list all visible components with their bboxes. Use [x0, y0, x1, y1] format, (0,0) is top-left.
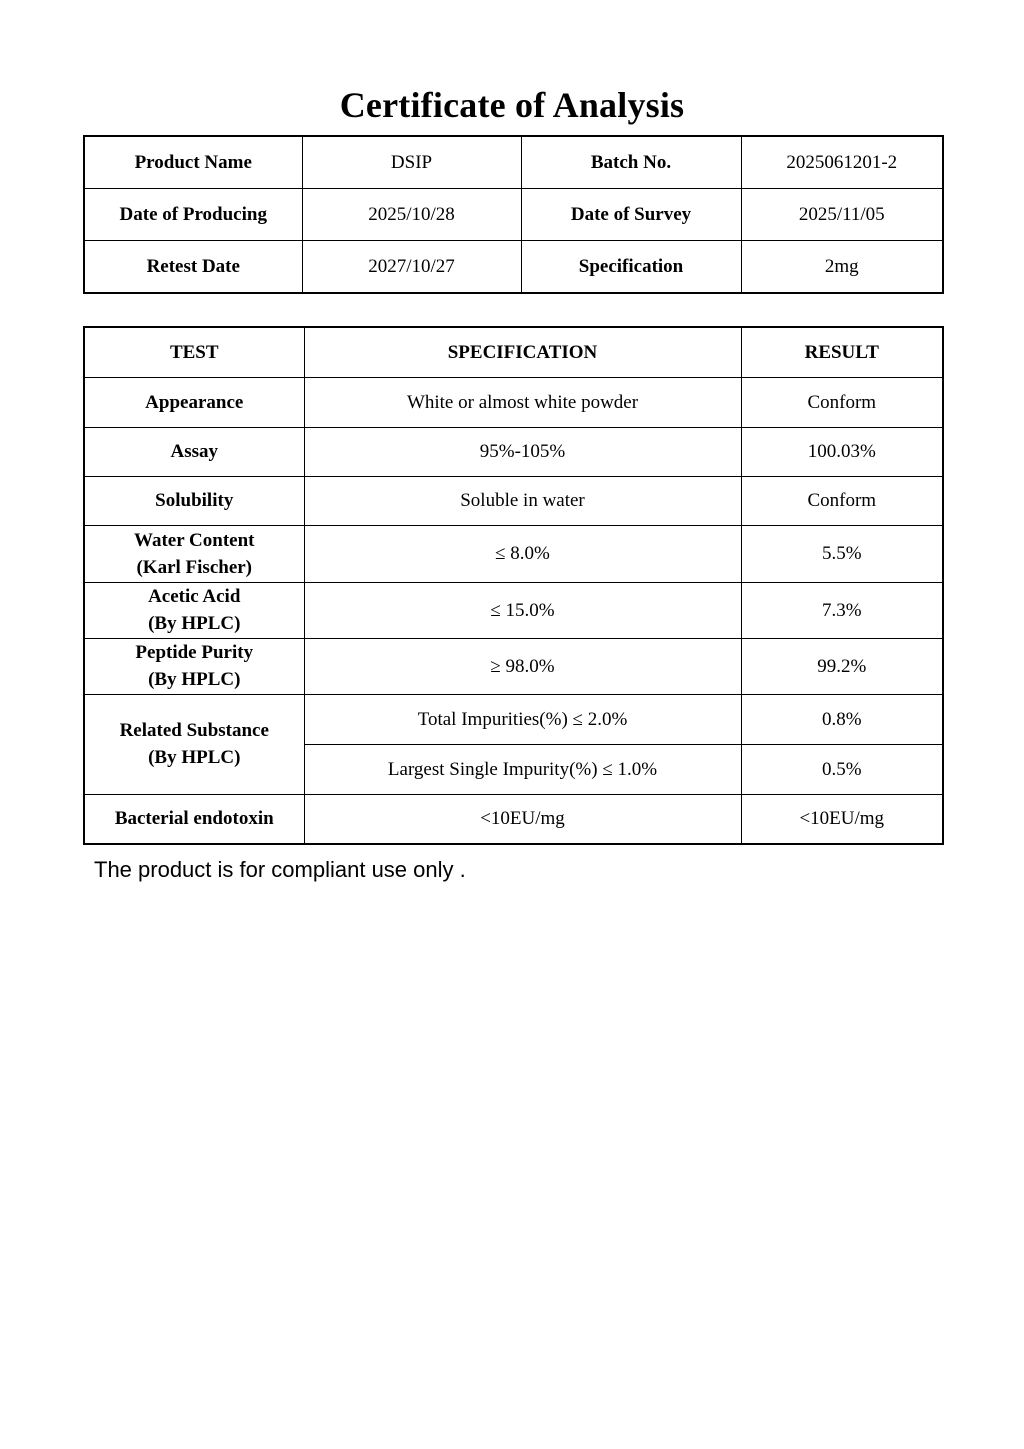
table-row: [84, 377, 943, 427]
product-name-label: Product Name: [84, 136, 302, 189]
test-spec: White or almost white powder: [304, 377, 741, 427]
date-producing-label: Date of Producing: [84, 189, 302, 241]
table-row: [84, 427, 943, 476]
test-name: [84, 525, 304, 582]
test-name: [84, 638, 304, 694]
test-name-line2: (By HPLC): [148, 669, 241, 690]
specification-value: 2mg: [741, 241, 943, 294]
table-row-related-1: [84, 694, 943, 744]
test-result: Conform: [741, 476, 943, 525]
date-survey-label: Date of Survey: [521, 189, 741, 241]
test-spec: Soluble in water: [304, 476, 741, 525]
test-name: Assay: [84, 427, 304, 476]
test-name-line2: (By HPLC): [148, 747, 241, 768]
test-name-line1: Related Substance: [119, 720, 269, 741]
test-spec-largest-impurity: Largest Single Impurity(%) ≤ 1.0%: [304, 744, 741, 794]
table-row: [84, 476, 943, 525]
test-name-line1: Water Content: [134, 529, 255, 551]
info-row-dates: [84, 189, 943, 241]
table-row-endotoxin: [84, 794, 943, 844]
test-spec: ≥ 98.0%: [304, 638, 741, 694]
date-survey-value: 2025/11/05: [741, 189, 943, 241]
test-name-line2: (By HPLC): [148, 613, 241, 634]
compliance-note: The product is for compliant use only .: [94, 857, 466, 882]
test-name-line1: Acetic Acid: [148, 586, 241, 607]
test-result: <10EU/mg: [741, 794, 943, 844]
table-row: [84, 525, 943, 582]
test-spec: ≤ 8.0%: [304, 525, 741, 582]
test-result: Conform: [741, 377, 943, 427]
test-result-total-impurities: 0.8%: [741, 694, 943, 744]
test-name: Bacterial endotoxin: [84, 794, 304, 844]
table-header-row: [84, 327, 943, 377]
test-result: 5.5%: [741, 525, 943, 582]
table-row: [84, 638, 943, 694]
date-producing-value: 2025/10/28: [302, 189, 521, 241]
header-result: RESULT: [741, 327, 943, 377]
retest-date-value: 2027/10/27: [302, 241, 521, 294]
batch-no-value: 2025061201-2: [741, 136, 943, 189]
test-name: Solubility: [84, 476, 304, 525]
test-name: [84, 582, 304, 638]
info-row-product: [84, 136, 943, 189]
test-result: 7.3%: [741, 582, 943, 638]
test-name-related: [84, 694, 304, 794]
product-name-value: DSIP: [302, 136, 521, 189]
info-row-retest: [84, 241, 943, 294]
test-result: 100.03%: [741, 427, 943, 476]
test-name-line2: (Karl Fischer): [136, 556, 253, 578]
test-name-line1: Peptide Purity: [135, 642, 254, 663]
product-info-table: [83, 135, 944, 294]
test-name: Appearance: [84, 377, 304, 427]
batch-no-label: Batch No.: [521, 136, 741, 189]
test-spec-total-impurities: Total Impurities(%) ≤ 2.0%: [304, 694, 741, 744]
test-result: 99.2%: [741, 638, 943, 694]
document-title: Certificate of Analysis: [339, 85, 685, 125]
test-spec: <10EU/mg: [304, 794, 741, 844]
header-test: TEST: [84, 327, 304, 377]
table-row: [84, 582, 943, 638]
test-results-table: [83, 326, 944, 845]
test-result-largest-impurity: 0.5%: [741, 744, 943, 794]
specification-label: Specification: [521, 241, 741, 294]
test-spec: 95%-105%: [304, 427, 741, 476]
header-specification: SPECIFICATION: [304, 327, 741, 377]
retest-date-label: Retest Date: [84, 241, 302, 294]
test-spec: ≤ 15.0%: [304, 582, 741, 638]
